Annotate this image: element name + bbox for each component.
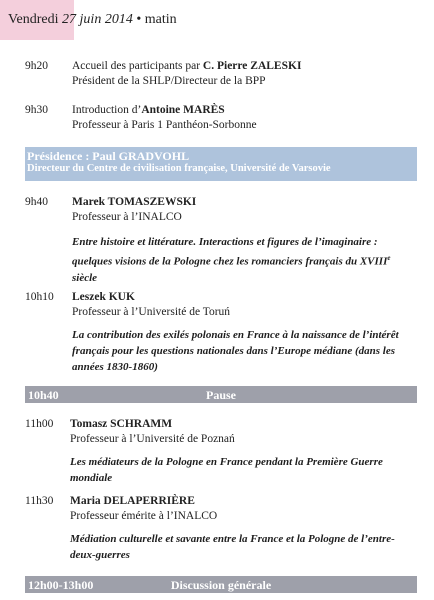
presidency-band	[25, 147, 417, 181]
entry-time: 10h10	[25, 291, 54, 303]
presidency-chair: Présidence : Paul GRADVOHL	[27, 149, 190, 163]
superscript: e	[387, 254, 391, 262]
entry-time: 9h30	[25, 104, 48, 116]
talk-title	[70, 531, 415, 563]
speaker-name: Tomasz SCHRAMM	[70, 418, 173, 430]
talk-title	[72, 327, 417, 375]
talk-title-line: La contribution des exilés polonais en France à la naissance de l’intérêt	[72, 329, 399, 341]
header-day: Vendredi	[8, 12, 59, 27]
talk-title-line: années 1830-1860)	[72, 361, 158, 373]
talk-title-line: siècle	[72, 271, 98, 284]
talk-title-line: quelques visions de la Pologne chez les romanciers français du XVIIIe	[72, 254, 391, 268]
entry-time: 9h40	[25, 196, 48, 208]
speaker-affiliation: Professeur à l’Université de Toruń	[72, 306, 231, 318]
speaker-name: Leszek KUK	[72, 291, 135, 303]
entry-time: 11h30	[25, 495, 54, 507]
entry-description	[72, 60, 301, 72]
talk-title-line: Les médiateurs de la Pologne en France pendant la Première Guerre	[70, 456, 383, 468]
talk-title-line: français pour les questions nationales dans l’Europe médiane (dans les	[72, 345, 396, 357]
header-separator: •	[136, 12, 142, 27]
discussion-band	[25, 576, 417, 593]
speaker-affiliation: Professeur à Paris 1 Panthéon-Sorbonne	[72, 119, 257, 131]
speaker-affiliation: Président de la SHLP/Directeur de la BPP	[72, 75, 266, 87]
talk-title-line: deux-guerres	[70, 549, 130, 561]
entry-time: 11h00	[25, 418, 54, 430]
talk-title-line: Médiation culturelle et savante entre la France et la Pologne de l’entre-	[70, 533, 395, 545]
speaker-name: Maria DELAPERRIÈRE	[70, 495, 195, 507]
discussion-time: 12h00-13h00	[28, 578, 94, 592]
speaker-affiliation: Professeur à l’Université de Poznań	[70, 433, 235, 445]
speaker-name: C. Pierre ZALESKI	[202, 60, 302, 72]
entry-description	[72, 104, 225, 116]
speaker-affiliation: Professeur émérite à l’INALCO	[70, 510, 218, 522]
speaker-affiliation: Professeur à l’INALCO	[72, 211, 182, 223]
pause-band	[25, 386, 417, 403]
talk-title	[70, 454, 415, 486]
talk-title-line: Entre histoire et littérature. Interactions et figures de l’imaginaire :	[72, 236, 378, 248]
talk-title	[72, 234, 417, 286]
page-header	[0, 0, 434, 40]
header-session: matin	[144, 12, 177, 27]
presidency-affiliation: Directeur du Centre de civilisation française, Université de Varsovie	[27, 163, 331, 174]
speaker-name: Marek TOMASZEWSKI	[72, 196, 197, 208]
pause-label: Pause	[206, 388, 236, 402]
header-date: 27 juin 2014	[62, 12, 133, 27]
entry-prefix: Accueil des participants par	[72, 60, 203, 72]
entry-prefix: Introduction d’	[72, 104, 142, 116]
discussion-label: Discussion générale	[170, 578, 272, 592]
speaker-name: Antoine MARÈS	[141, 104, 225, 116]
entry-time: 9h20	[25, 60, 48, 72]
pause-time: 10h40	[28, 388, 59, 402]
talk-title-line: mondiale	[70, 472, 113, 484]
header-title	[8, 12, 177, 28]
